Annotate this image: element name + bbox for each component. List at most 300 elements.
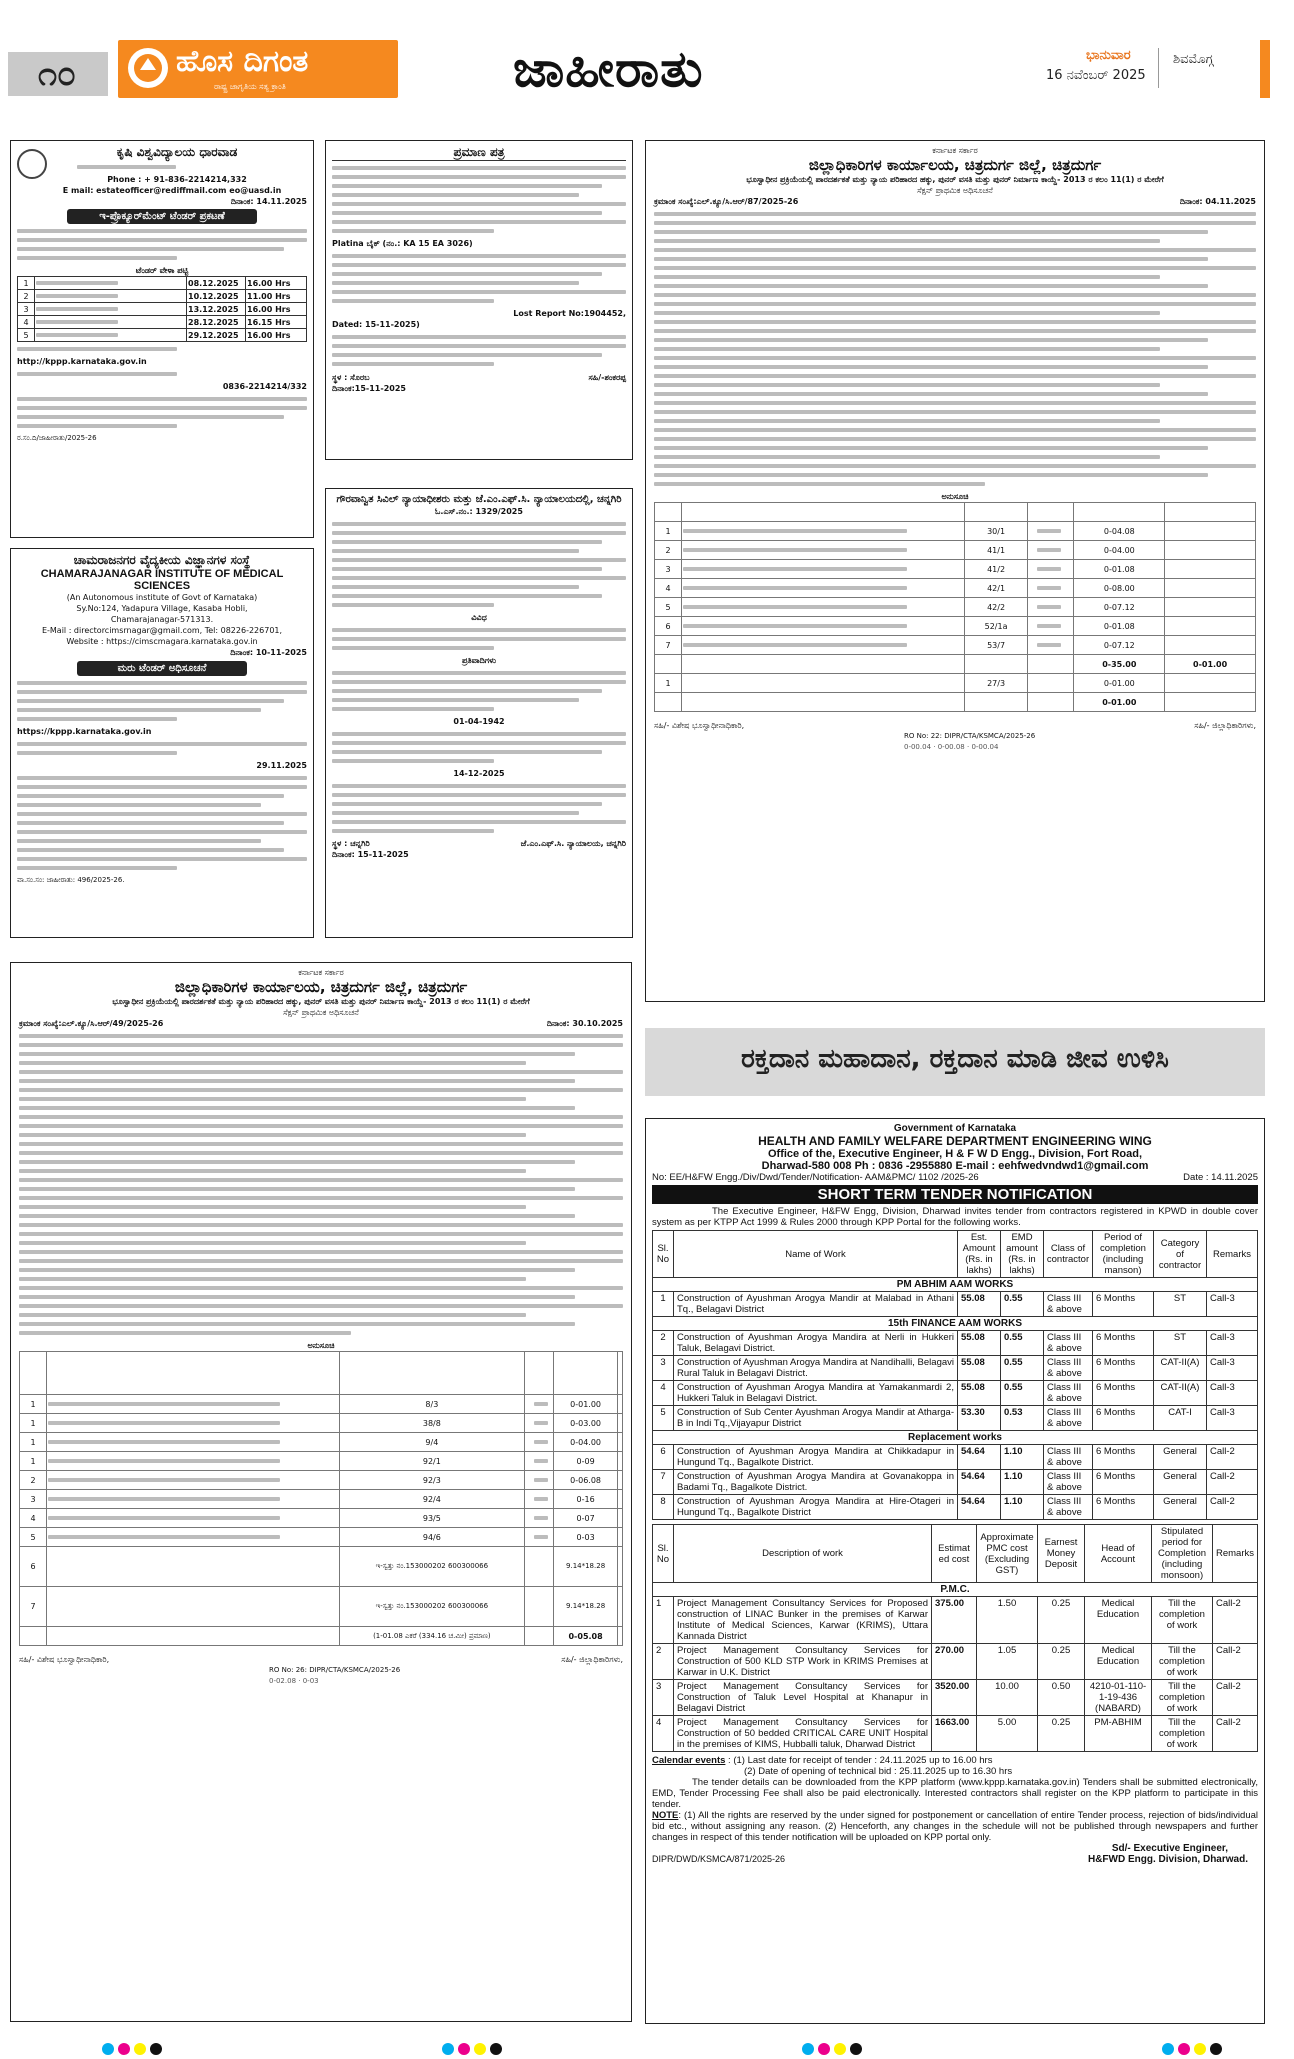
uas-schedule-time: 16.15 Hrs	[246, 316, 307, 329]
dc1-row-area: 0-07.12	[1074, 636, 1165, 655]
issue-divider	[1158, 48, 1159, 88]
dc1-row-survey: 41/2	[965, 560, 1028, 579]
tender-cell-m: 0.55	[1001, 1331, 1044, 1356]
dc1-row-owner	[682, 579, 965, 598]
dc1-row-extra	[1165, 636, 1256, 655]
dc2-row-extra	[618, 1452, 623, 1471]
court-body-text	[332, 522, 626, 607]
dc1-annex: ಅನುಸೂಚಿ	[941, 492, 969, 501]
tender-cell-e: 55.08	[958, 1292, 1001, 1317]
tender-work-row	[653, 1406, 1258, 1431]
uas-schedule-num: 5	[18, 329, 35, 342]
uas-schedule-num: 2	[18, 290, 35, 303]
dc2-row-num: 1	[20, 1433, 47, 1452]
dc2-body-text	[19, 1034, 623, 1335]
tender-cell-c: Class III & above	[1044, 1406, 1093, 1431]
dc1-row-area: 0-01.08	[1074, 560, 1165, 579]
tender-cell-w: Construction of Ayushman Arogya Mandira at Yamakanmardi 2, Hukkeri Taluk in Belagavi District.	[674, 1381, 958, 1406]
registration-dot	[1178, 2043, 1190, 2055]
tender-pmc-row	[653, 1680, 1258, 1716]
tender-band-1: PM ABHIM AAM WORKS	[653, 1278, 1258, 1292]
cims-email: E-Mail : directorcimsrnagar@gmail.com, Tel: 08226-226701,	[41, 626, 283, 635]
uas-schedule-num: 4	[18, 316, 35, 329]
tender-cal-label: Calendar events	[652, 1755, 726, 1766]
dc1-title: ಜಿಲ್ಲಾಧಿಕಾರಿಗಳ ಕಾರ್ಯಾಲಯ, ಚಿತ್ರದುರ್ಗ ಜಿಲ್ಲೆ, ಚಿತ್ರದುರ್ಗ	[808, 156, 1102, 174]
dc1-ref: ಕ್ರಮಾಂಕ ಸಂಖ್ಯೆ:ಎಲ್.ಕ್ಯೂ/ಸಿ.ಆರ್/87/2025-26	[654, 197, 799, 206]
dc1-row-type	[1028, 598, 1074, 617]
registration-marks	[0, 2038, 1294, 2056]
uas-schedule-title: ಟೆಂಡರ್ ವೇಳಾ ಪಟ್ಟಿ	[135, 266, 189, 275]
uas-schedule-row	[18, 277, 307, 290]
ad-tender-dharwad	[645, 1118, 1265, 2024]
dc1-row-extra	[1165, 560, 1256, 579]
dc2-annex: ಅನುಸೂಚಿ	[307, 1341, 335, 1350]
tender-pmc-cell-w: Project Management Consultancy Services for Construction of 50 bedded CRITICAL CARE UNIT Hospital in the premises of KIMS, Hubballi taluk, Dharwad District	[674, 1716, 932, 1752]
dc2-row-owner	[47, 1509, 340, 1528]
tender-work-row	[653, 1445, 1258, 1470]
tender-cell-e: 54.64	[958, 1445, 1001, 1470]
tender-pmc-cell-n: 4	[653, 1716, 674, 1752]
dc2-sign-left: ಸಹಿ/- ವಿಶೇಷ ಭೂಸ್ವಾಧೀನಾಧಿಕಾರಿ,	[19, 1655, 110, 1664]
dc2-r6-num: 6	[20, 1547, 47, 1587]
tender-pmc-cell-n: 1	[653, 1597, 674, 1644]
dc1-row-type	[1028, 560, 1074, 579]
uas-schedule-date: 28.12.2025	[187, 316, 246, 329]
dc2-title: ಜಿಲ್ಲಾಧಿಕಾರಿಗಳ ಕಾರ್ಯಾಲಯ, ಚಿತ್ರದುರ್ಗ ಜಿಲ್ಲೆ, ಚಿತ್ರದುರ್ಗ	[174, 978, 468, 996]
tender-pmc-cell-r: Call-2	[1213, 1644, 1258, 1680]
dc2-row-extra	[618, 1395, 623, 1414]
dc1-row-num: 5	[655, 598, 682, 617]
dc1-row	[655, 522, 1256, 541]
uas-schedule-date: 29.12.2025	[187, 329, 246, 342]
dc2-row-area: 0-03	[553, 1528, 618, 1547]
tender-pmc-cell-m: 0.25	[1038, 1644, 1085, 1680]
tender-pmc-cell-w: Project Management Consultancy Services for Construction of Taluk Level Hospital at Khanapur in Belagavi District	[674, 1680, 932, 1716]
dc2-row-survey: 92/1	[340, 1452, 525, 1471]
tender-work-row	[653, 1470, 1258, 1495]
dc1-row-extra	[1165, 522, 1256, 541]
tender-header-cell: EMD amount (Rs. in lakhs)	[1001, 1231, 1044, 1278]
dc1-row-area: 0-01.08	[1074, 617, 1165, 636]
uas-banner: ಇ-ಪ್ರೊಕ್ಯೂರ್‌ಮೆಂಟ್ ಟೆಂಡರ್ ಪ್ರಕಟಣೆ	[67, 209, 257, 224]
uas-schedule-time: 16.00 Hrs	[246, 329, 307, 342]
tender-cell-r: Call-3	[1207, 1406, 1258, 1431]
tender-address: Dharwad-580 008 Ph : 0836 -2955880 E-mail : eehfwedvndwd1@gmail.com	[761, 1160, 1149, 1172]
dc2-row-owner	[47, 1414, 340, 1433]
uas-schedule-row	[18, 329, 307, 342]
dc2-row-area: 0-07	[553, 1509, 618, 1528]
cert-body-text	[332, 166, 626, 233]
dc2-r6-survey: ಇ-ಸ್ವತ್ತು ನಂ.153000202 600300066	[340, 1547, 525, 1587]
uas-schedule-row	[18, 290, 307, 303]
cert-vehicle: Platina ಬೈಕ್ (ನಂ.: KA 15 EA 3026)	[332, 239, 473, 248]
dc1-total: 0-35.00	[1074, 655, 1165, 674]
uas-title: ಕೃಷಿ ವಿಶ್ವವಿದ್ಯಾಲಯ ಧಾರವಾಡ	[116, 145, 238, 159]
dc1-row-num: 7	[655, 636, 682, 655]
tender-cell-n: 2	[653, 1331, 674, 1356]
tender-cell-e: 55.08	[958, 1356, 1001, 1381]
registration-dot	[834, 2043, 846, 2055]
tender-cell-w: Construction of Ayushman Arogya Mandira at Govanakoppa in Badami Tq., Bagalkote District.	[674, 1470, 958, 1495]
dc1-row	[655, 617, 1256, 636]
tender-cell-n: 5	[653, 1406, 674, 1431]
cims-site: https://kppp.karnataka.gov.in	[17, 727, 152, 736]
uas-schedule-date: 10.12.2025	[187, 290, 246, 303]
dc2-row-num: 4	[20, 1509, 47, 1528]
tender-cell-p: 6 Months	[1093, 1331, 1154, 1356]
tender-gov: Government of Karnataka	[893, 1123, 1017, 1134]
dc2-row	[20, 1433, 623, 1452]
tender-pmc-cell-m: 0.25	[1038, 1716, 1085, 1752]
tender-pmc-cell-p: 5.00	[977, 1716, 1038, 1752]
tender-cal-2: (2) Date of opening of technical bid : 25.11.2025 up to 16.30 hrs	[744, 1766, 1013, 1777]
dc2-row-num: 2	[20, 1471, 47, 1490]
dc2-row-area: 0-16	[553, 1490, 618, 1509]
court-section-1: ವಿವಿಧ	[471, 613, 487, 622]
registration-dot	[118, 2043, 130, 2055]
dc1-row-area: 0-07.12	[1074, 598, 1165, 617]
tender-cell-e: 55.08	[958, 1331, 1001, 1356]
dc2-r7-num: 7	[20, 1587, 47, 1627]
tender-cell-m: 0.53	[1001, 1406, 1044, 1431]
dc1-subtitle: ಭೂಸ್ವಾಧೀನ ಪ್ರಕ್ರಿಯೆಯಲ್ಲಿ ಪಾರದರ್ಶಕತೆ ಮತ್ತು ನ್ಯಾಯ ಪರಿಹಾರದ ಹಕ್ಕು, ಪುನರ್ ವಸತಿ ಮತ್ತು ಪುನರ್ ನಿರ್ಮಾಣ ಕಾಯ್ದೆ- 2013 ರ ಕಲಂ 11(1) ರ ಮೇರೆಗೆ	[746, 175, 1164, 184]
uas-body-text-2	[17, 347, 307, 351]
court-sign: ಜೆ.ಎಂ.ಎಫ್.ಸಿ. ನ್ಯಾಯಾಲಯ, ಚನ್ನಗಿರಿ	[520, 839, 626, 848]
uas-body-text	[17, 229, 307, 260]
uas-contact: 0836-2214214/332	[222, 382, 307, 391]
dc1-row-survey: 42/2	[965, 598, 1028, 617]
dc1-annex-table	[654, 502, 1256, 712]
registration-dot	[1194, 2043, 1206, 2055]
tender-pmc-cell-p: 1.50	[977, 1597, 1038, 1644]
tender-ref: No: EE/H&FW Engg./Div/Dwd/Tender/Notification- AAM&PMC/ 1102 /2025-26	[652, 1172, 979, 1183]
tender-work-row	[653, 1495, 1258, 1520]
tender-header-cell: Class of contractor	[1044, 1231, 1093, 1278]
tender-header-cell: Est. Amount (Rs. in lakhs)	[958, 1231, 1001, 1278]
color-dots-2	[440, 2040, 504, 2059]
tender-cell-g: CAT-II(A)	[1154, 1356, 1207, 1381]
court-case-no: ಓ.ಎಸ್.ನಂ.: 1329/2025	[435, 507, 523, 516]
tender-banner: SHORT TERM TENDER NOTIFICATION	[652, 1185, 1258, 1204]
dc2-row-type	[524, 1528, 553, 1547]
paper-logo-banner	[118, 40, 398, 98]
court-body-text-4	[332, 732, 626, 763]
dc2-row-owner	[47, 1452, 340, 1471]
ad-uas-dharwad	[10, 140, 314, 538]
dc1-row-num: 3	[655, 560, 682, 579]
tender-header-cell: Sl. No	[653, 1231, 674, 1278]
tender-cell-c: Class III & above	[1044, 1292, 1093, 1317]
issue-day: ಭಾನುವಾರ	[1086, 48, 1131, 63]
dc2-row-extra	[618, 1414, 623, 1433]
tender-cell-g: ST	[1154, 1292, 1207, 1317]
tender-cell-r: Call-3	[1207, 1356, 1258, 1381]
dc2-gov: ಕರ್ನಾಟಕ ಸರ್ಕಾರ	[298, 968, 344, 977]
tender-header-row	[653, 1525, 1258, 1583]
tender-pmc-cell-p: 1.05	[977, 1644, 1038, 1680]
dc1-row-num: 2	[655, 541, 682, 560]
tender-work-row	[653, 1331, 1258, 1356]
registration-dot	[134, 2043, 146, 2055]
tender-cell-m: 0.55	[1001, 1356, 1044, 1381]
dc2-row	[20, 1414, 623, 1433]
uas-schedule-desc	[35, 329, 187, 342]
dc1-row-survey: 42/1	[965, 579, 1028, 598]
court-title: ಗೌರವಾನ್ವಿತ ಸಿವಿಲ್ ನ್ಯಾಯಾಧೀಶರು ಮತ್ತು ಜೆ.ಎಂ.ಎಫ್.ಸಿ. ನ್ಯಾಯಾಲಯದಲ್ಲಿ, ಚನ್ನಗಿರಿ	[336, 494, 622, 505]
tender-pmc-cell-w: Project Management Consultancy Services for Proposed construction of LINAC Bunker in the premises of Karwar Institute of Medical Sciences, Karwar (KRIMS), Uttara Kannada District	[674, 1597, 932, 1644]
tender-cell-c: Class III & above	[1044, 1470, 1093, 1495]
cims-date-1: 29.11.2025	[256, 761, 307, 770]
dc2-row-owner	[47, 1395, 340, 1414]
tender-cell-r: Call-2	[1207, 1495, 1258, 1520]
dc2-row-survey: 92/3	[340, 1471, 525, 1490]
tender-cell-n: 7	[653, 1470, 674, 1495]
tender-cell-g: General	[1154, 1470, 1207, 1495]
dc2-sign-right: ಸಹಿ/- ಜಿಲ್ಲಾಧಿಕಾರಿಗಳು,	[561, 1655, 623, 1664]
tender-sign-2: H&FWD Engg. Division, Dharwad.	[1087, 1854, 1248, 1865]
tender-pmc-cell-e: 1663.00	[932, 1716, 977, 1752]
dc2-row-num: 1	[20, 1452, 47, 1471]
dc1-row-area: 0-08.00	[1074, 579, 1165, 598]
dc1-row-owner	[682, 522, 965, 541]
dc2-row	[20, 1452, 623, 1471]
dc1-row-survey: 53/7	[965, 636, 1028, 655]
tender-cell-n: 3	[653, 1356, 674, 1381]
uas-schedule-table	[17, 276, 307, 342]
tender-pmc-cell-s: Till the completion of work	[1152, 1597, 1213, 1644]
paper-tagline: ರಾಷ್ಟ್ರ ಜಾಗೃತಿಯ ಸತ್ಯ ಕ್ರಾಂತಿ	[214, 82, 286, 91]
dc1-row-owner	[682, 560, 965, 579]
dc1-row-type	[1028, 522, 1074, 541]
dc1-row	[655, 636, 1256, 655]
cims-banner: ಮರು ಟೆಂಡರ್ ಅಧಿಸೂಚನೆ	[77, 661, 247, 676]
dc2-row-survey: 92/4	[340, 1490, 525, 1509]
tender-pmc-cell-m: 0.50	[1038, 1680, 1085, 1716]
tender-cell-c: Class III & above	[1044, 1495, 1093, 1520]
tender-pmc-cell-h: PM-ABHIM	[1085, 1716, 1152, 1752]
uas-schedule-date: 08.12.2025	[187, 277, 246, 290]
cims-title-kn: ಚಾಮರಾಜನಗರ ವೈದ್ಯಕೀಯ ವಿಜ್ಞಾನಗಳ ಸಂಸ್ಥೆ	[73, 553, 251, 567]
registration-dot	[850, 2043, 862, 2055]
ad-chamarajanagar	[10, 548, 314, 938]
dc1-total-row	[655, 655, 1256, 674]
tender-pmc-cell-s: Till the completion of work	[1152, 1716, 1213, 1752]
tender-cell-p: 6 Months	[1093, 1495, 1154, 1520]
cert-report-date: Dated: 15-11-2025)	[332, 320, 420, 329]
tender-pmc-cell-r: Call-2	[1213, 1716, 1258, 1752]
dc2-total-area: (1-01.08 ಎಕರೆ (334.16 ಚ.ಮೀ) ಪ್ರಮಾಣ)	[340, 1627, 525, 1646]
dc2-row-survey: 38/8	[340, 1414, 525, 1433]
cert-title: ಪ್ರಮಾಣ ಪತ್ರ	[332, 145, 626, 161]
dc2-row-area: 0-03.00	[553, 1414, 618, 1433]
dc2-row-owner	[47, 1471, 340, 1490]
cims-subtitle: (An Autonomous institute of Govt of Karnataka)	[66, 593, 258, 602]
dc2-row-extra	[618, 1490, 623, 1509]
dc1-row-owner	[682, 598, 965, 617]
issue-city: ಶಿವಮೊಗ್ಗ	[1173, 52, 1214, 67]
dc2-row-area: 0-01.00	[553, 1395, 618, 1414]
tender-cell-p: 6 Months	[1093, 1292, 1154, 1317]
tender-header-cell: Stipulated period for Completion (including monsoon)	[1152, 1525, 1213, 1583]
dc1-row	[655, 579, 1256, 598]
dc2-r6-area: 9.14*18.28	[553, 1547, 618, 1587]
tender-cell-m: 0.55	[1001, 1292, 1044, 1317]
dc2-row-type	[524, 1471, 553, 1490]
uas-footer: ರ.ಸಂ.ದಿ/ಜಾಹೀರಾತು/2025-26	[17, 434, 97, 442]
dc1-row-owner	[682, 636, 965, 655]
tender-work-row	[653, 1292, 1258, 1317]
masthead	[8, 40, 1270, 102]
cert-place: ಸ್ಥಳ : ಸೊರಬ	[332, 373, 370, 382]
dc2-r7-area: 9.14*18.28	[553, 1587, 618, 1627]
tender-cell-n: 4	[653, 1381, 674, 1406]
ad-dc-chitradurga-bottom	[10, 962, 632, 2022]
dc1-row-area: 0-04.00	[1074, 541, 1165, 560]
dc2-row	[20, 1471, 623, 1490]
uas-schedule-desc	[35, 277, 187, 290]
registration-dot	[474, 2043, 486, 2055]
tender-cell-w: Construction of Ayushman Arogya Mandira at Chikkadapur in Hungund Tq., Bagalkote District.	[674, 1445, 958, 1470]
dc1-row	[655, 541, 1256, 560]
tender-cell-g: CAT-I	[1154, 1406, 1207, 1431]
tender-cell-p: 6 Months	[1093, 1381, 1154, 1406]
dc1-total-b: 0-01.00	[1165, 655, 1256, 674]
dc1-row	[655, 598, 1256, 617]
dc1-row-extra	[1165, 598, 1256, 617]
dc2-row	[20, 1490, 623, 1509]
court-body-text-2	[332, 628, 626, 650]
tender-header-cell: Category of contractor	[1154, 1231, 1207, 1278]
court-date-1: 01-04-1942	[453, 717, 505, 726]
issue-date: 16 ನವೆಂಬರ್ 2025	[1046, 68, 1146, 83]
uas-schedule-desc	[35, 303, 187, 316]
tender-band-3: Replacement works	[653, 1431, 1258, 1445]
tender-pmc-cell-s: Till the completion of work	[1152, 1644, 1213, 1680]
dc1-sign-right: ಸಹಿ/- ಜಿಲ್ಲಾಧಿಕಾರಿಗಳು,	[1194, 721, 1256, 730]
color-dots-4	[1160, 2040, 1224, 2059]
uas-schedule-row	[18, 303, 307, 316]
paper-logo-icon	[128, 48, 168, 88]
dc1-row-num: 1	[655, 522, 682, 541]
dc2-row-type	[524, 1395, 553, 1414]
dc1-row-survey: 52/1a	[965, 617, 1028, 636]
tender-pmc-cell-e: 270.00	[932, 1644, 977, 1680]
dc2-row-extra	[618, 1509, 623, 1528]
cims-title-en: CHAMARAJANAGAR INSTITUTE OF MEDICAL SCIENCES	[40, 568, 284, 592]
registration-dot	[818, 2043, 830, 2055]
dc2-row-survey: 93/5	[340, 1509, 525, 1528]
ad-certificate	[325, 140, 633, 460]
uas-schedule-time: 11.00 Hrs	[246, 290, 307, 303]
tender-note: : (1) All the rights are reserved by the under signed for postponement or cancellation of entire Tender process, rejection of bids/individual bid etc., without assigning any reason. (2) Henceforth, any changes in the schedule will not be published through newspapers and further changes in respect of this tender notification will be uploaded on KPP portal only.	[652, 1810, 1258, 1843]
tender-cell-p: 6 Months	[1093, 1356, 1154, 1381]
dc2-row-owner	[47, 1433, 340, 1452]
registration-dot	[1210, 2043, 1222, 2055]
dc1-row-type	[1028, 636, 1074, 655]
tender-cell-g: CAT-II(A)	[1154, 1381, 1207, 1406]
dc1-row-area: 0-04.08	[1074, 522, 1165, 541]
dc1-body-text	[654, 212, 1256, 486]
ad-court	[325, 488, 633, 938]
cert-report: Lost Report No:1904452,	[513, 309, 626, 318]
dc2-ref: ಕ್ರಮಾಂಕ ಸಂಖ್ಯೆ:ಎಲ್.ಕ್ಯೂ/ಸಿ.ಆರ್/49/2025-26	[19, 1019, 164, 1028]
tender-cell-p: 6 Months	[1093, 1445, 1154, 1470]
dc2-row-extra	[618, 1471, 623, 1490]
dc1-ro: RO No: 22: DIPR/CTA/KSMCA/2025-26	[904, 732, 1036, 740]
tender-cell-r: Call-3	[1207, 1381, 1258, 1406]
dc1-extra-values: 0-00.04 · 0-00.08 · 0-00.04	[904, 743, 999, 751]
tender-office: Office of the, Executive Engineer, H & F W D Engg., Division, Fort Road,	[767, 1148, 1143, 1160]
dc1-row-extra	[1165, 617, 1256, 636]
section-title: ಜಾಹೀರಾತು	[513, 40, 704, 98]
dc1-row-type	[1028, 541, 1074, 560]
uas-body-text-3	[17, 372, 307, 376]
tender-pmc-table	[652, 1524, 1258, 1752]
tender-band-2: 15th FINANCE AAM WORKS	[653, 1317, 1258, 1331]
dc1-row	[655, 560, 1256, 579]
tender-pmc-cell-s: Till the completion of work	[1152, 1680, 1213, 1716]
tender-header-cell: Period of completion (including manson)	[1093, 1231, 1154, 1278]
cims-footer: ವಾ.ಸಂ.ಸಂ: ಜಾಹೀರಾತು: 496/2025-26.	[17, 876, 125, 884]
tender-cell-c: Class III & above	[1044, 1356, 1093, 1381]
tender-cell-g: General	[1154, 1445, 1207, 1470]
cert-date: ದಿನಾಂಕ:15-11-2025	[332, 384, 406, 393]
dc2-row-extra	[618, 1528, 623, 1547]
tender-pmc-cell-e: 3520.00	[932, 1680, 977, 1716]
tender-cell-w: Construction of Ayushman Arogya Mandira at Nerli in Hukkeri Taluk, Belagavi District.	[674, 1331, 958, 1356]
ad-blood-donation	[645, 1028, 1265, 1096]
tender-cell-p: 6 Months	[1093, 1470, 1154, 1495]
uas-phone: Phone : + 91-836-2214214,332	[107, 175, 247, 184]
tender-cell-r: Call-2	[1207, 1470, 1258, 1495]
dc2-row-area: 0-09	[553, 1452, 618, 1471]
cims-body-text-2	[17, 742, 307, 755]
cims-address-2: Chamarajanagar-571313.	[110, 615, 214, 624]
tender-pmc-cell-w: Project Management Consultancy Services for Construction of 500 KLD STP Work in KRIMS Premises at Karwar in U.K. District	[674, 1644, 932, 1680]
tender-header-row	[653, 1231, 1258, 1278]
dc2-total: 0-05.08	[553, 1627, 618, 1646]
tender-pmc-cell-r: Call-2	[1213, 1597, 1258, 1644]
dc2-extra-values: 0-02.08 · 0-03	[269, 1677, 319, 1685]
court-body-text-5	[332, 784, 626, 833]
cims-date: ದಿನಾಂಕ: 10-11-2025	[230, 648, 307, 657]
dc2-r7-survey: ಇ-ಸ್ವತ್ತು ನಂ.153000202 600300066	[340, 1587, 525, 1627]
tender-pmc-cell-n: 2	[653, 1644, 674, 1680]
tender-header-cell: Estimat ed cost	[932, 1525, 977, 1583]
dc2-row-num: 1	[20, 1395, 47, 1414]
uas-schedule-num: 3	[18, 303, 35, 316]
tender-header-cell: Head of Account	[1085, 1525, 1152, 1583]
court-date-2: 14-12-2025	[453, 769, 505, 778]
tender-cell-w: Construction of Ayushman Arogya Mandir at Malabad in Athani Tq., Belagavi District	[674, 1292, 958, 1317]
tender-header-cell: Name of Work	[674, 1231, 958, 1278]
tender-cell-g: ST	[1154, 1331, 1207, 1356]
dc2-row-area: 0-04.00	[553, 1433, 618, 1452]
tender-date: Date : 14.11.2025	[1183, 1172, 1258, 1183]
header-accent-bar	[1260, 40, 1270, 98]
dc2-notice: ಸೆಕ್ಷನ್ ಪ್ರಾಥಮಿಕ ಅಧಿಸೂಚನೆ	[283, 1008, 359, 1017]
dc2-row-survey: 94/6	[340, 1528, 525, 1547]
dc2-ro: RO No: 26: DIPR/CTA/KSMCA/2025-26	[269, 1666, 401, 1674]
tender-pmc-cell-m: 0.25	[1038, 1597, 1085, 1644]
tender-pmc-cell-p: 10.00	[977, 1680, 1038, 1716]
dc2-row-num: 5	[20, 1528, 47, 1547]
tender-cell-m: 1.10	[1001, 1470, 1044, 1495]
tender-sign-1: Sd/- Executive Engineer,	[1111, 1843, 1228, 1854]
tender-pmc-row	[653, 1716, 1258, 1752]
tender-cell-c: Class III & above	[1044, 1445, 1093, 1470]
color-dots-3	[800, 2040, 864, 2059]
